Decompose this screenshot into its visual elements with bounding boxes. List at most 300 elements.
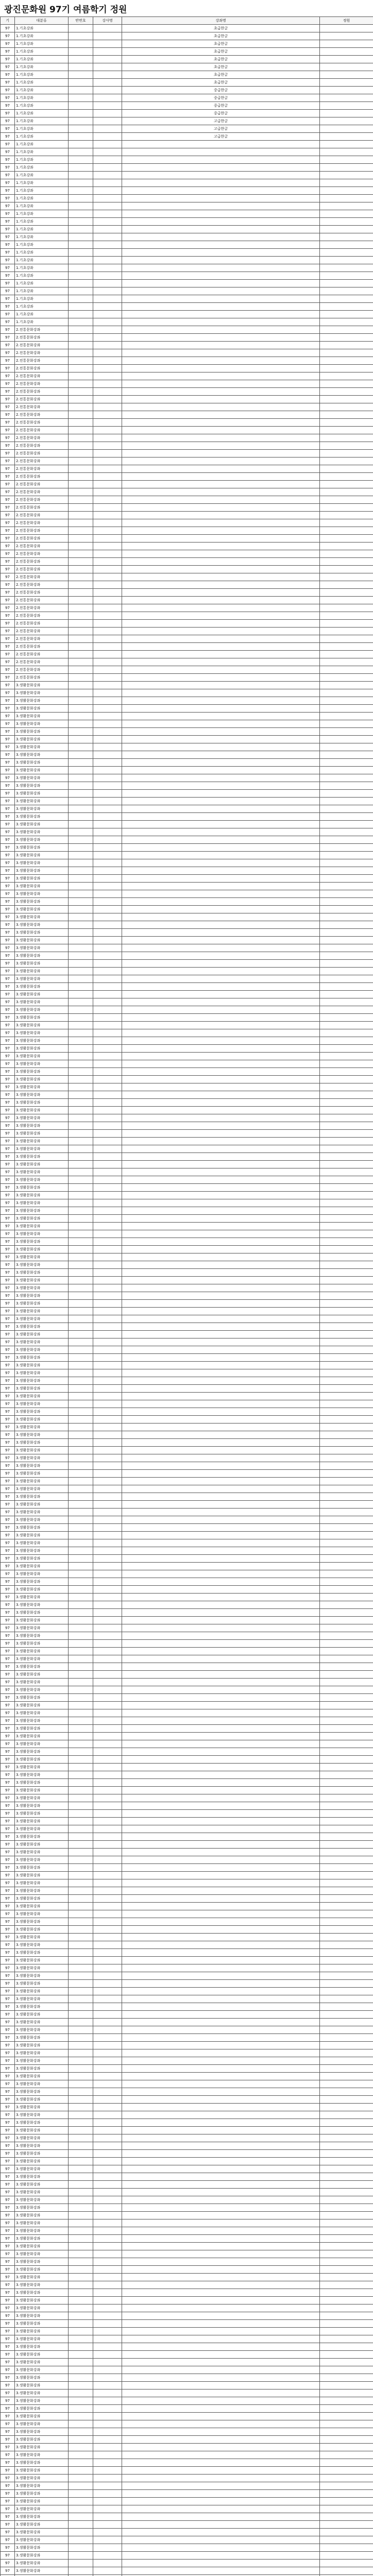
term-cell: 97	[1, 852, 15, 859]
category-cell: 3.생활문화강좌	[15, 1006, 69, 1014]
table-row	[1, 1756, 373, 1764]
term-cell: 97	[1, 543, 15, 550]
table-row	[1, 543, 373, 550]
category-cell: 3.생활문화강좌	[15, 859, 69, 867]
term-cell: 97	[1, 1393, 15, 1400]
course-name-cell	[122, 906, 320, 913]
capacity-cell	[320, 1423, 373, 1431]
table-row	[1, 71, 373, 79]
table-row	[1, 2073, 373, 2080]
capacity-cell	[320, 1849, 373, 1856]
instructor-cell	[93, 689, 122, 697]
class-number-cell	[69, 697, 93, 705]
table-row	[1, 365, 373, 372]
table-row	[1, 1856, 373, 1864]
course-name-cell	[122, 859, 320, 867]
capacity-cell	[320, 2243, 373, 2250]
class-number-cell	[69, 2266, 93, 2274]
instructor-cell	[93, 782, 122, 790]
course-name-cell	[122, 272, 320, 280]
table-row	[1, 1308, 373, 1315]
capacity-cell	[320, 2142, 373, 2150]
term-cell: 97	[1, 1300, 15, 1308]
capacity-cell	[320, 790, 373, 798]
category-cell: 3.생활문화강좌	[15, 1408, 69, 1416]
table-row	[1, 1794, 373, 1802]
course-name-cell	[122, 2127, 320, 2134]
course-name-cell	[122, 2173, 320, 2181]
instructor-cell	[93, 411, 122, 419]
category-cell: 2.전통문화강좌	[15, 457, 69, 465]
instructor-cell	[93, 1578, 122, 1586]
category-cell: 1.기초강좌	[15, 48, 69, 56]
capacity-cell	[320, 2459, 373, 2467]
capacity-cell	[320, 1470, 373, 1478]
table-row	[1, 1903, 373, 1910]
instructor-cell	[93, 1779, 122, 1787]
table-row	[1, 1107, 373, 1114]
class-number-cell	[69, 1972, 93, 1980]
category-cell: 1.기초강좌	[15, 210, 69, 218]
instructor-cell	[93, 2482, 122, 2490]
category-cell: 2.전통문화강좌	[15, 396, 69, 403]
category-cell: 1.기초강좌	[15, 32, 69, 40]
instructor-cell	[93, 597, 122, 604]
category-cell: 3.생활문화강좌	[15, 1980, 69, 1988]
table-row	[1, 1331, 373, 1338]
capacity-cell	[320, 1648, 373, 1655]
class-number-cell	[69, 1462, 93, 1470]
class-number-cell	[69, 2034, 93, 2042]
category-cell: 3.생활문화강좌	[15, 1068, 69, 1076]
capacity-cell	[320, 1269, 373, 1277]
table-row	[1, 2281, 373, 2289]
term-cell: 97	[1, 751, 15, 759]
table-row	[1, 937, 373, 944]
category-cell: 1.기초강좌	[15, 25, 69, 32]
term-cell: 97	[1, 125, 15, 133]
class-number-cell	[69, 2529, 93, 2536]
category-cell: 3.생활문화강좌	[15, 937, 69, 944]
instructor-cell	[93, 1493, 122, 1501]
instructor-cell	[93, 365, 122, 372]
instructor-cell	[93, 1199, 122, 1207]
instructor-cell	[93, 1601, 122, 1609]
course-name-cell	[122, 2335, 320, 2343]
category-cell: 2.전통문화강좌	[15, 643, 69, 651]
capacity-cell	[320, 975, 373, 983]
table-row	[1, 2150, 373, 2158]
category-cell: 3.생활문화강좌	[15, 1416, 69, 1423]
capacity-cell	[320, 2212, 373, 2219]
capacity-cell	[320, 651, 373, 658]
term-cell: 97	[1, 1872, 15, 1879]
table-row	[1, 396, 373, 403]
instructor-cell	[93, 2189, 122, 2196]
table-row	[1, 473, 373, 481]
instructor-cell	[93, 179, 122, 187]
category-cell: 3.생활문화강좌	[15, 813, 69, 821]
course-name-cell	[122, 1331, 320, 1338]
category-cell: 2.전통문화강좌	[15, 403, 69, 411]
table-row	[1, 2026, 373, 2034]
capacity-cell	[320, 1941, 373, 1949]
term-cell: 97	[1, 2281, 15, 2289]
category-cell: 3.생활문화강좌	[15, 1794, 69, 1802]
instructor-cell	[93, 1431, 122, 1439]
class-number-cell	[69, 890, 93, 898]
table-row	[1, 1964, 373, 1972]
capacity-cell	[320, 689, 373, 697]
course-name-cell: 초급한글	[122, 32, 320, 40]
table-row	[1, 1694, 373, 1702]
capacity-cell	[320, 2274, 373, 2281]
term-cell: 97	[1, 2405, 15, 2413]
instructor-cell	[93, 674, 122, 682]
table-row	[1, 257, 373, 264]
term-cell: 97	[1, 318, 15, 326]
term-cell: 97	[1, 226, 15, 233]
course-name-cell	[122, 658, 320, 666]
class-number-cell	[69, 1423, 93, 1431]
course-name-cell	[122, 172, 320, 179]
category-cell: 1.기초강좌	[15, 148, 69, 156]
course-name-cell	[122, 573, 320, 581]
term-cell: 97	[1, 79, 15, 87]
table-row	[1, 1532, 373, 1539]
term-cell: 97	[1, 1501, 15, 1509]
category-cell: 3.생활문화강좌	[15, 2413, 69, 2420]
category-cell: 3.생활문화강좌	[15, 968, 69, 975]
table-row	[1, 1771, 373, 1779]
class-number-cell	[69, 921, 93, 929]
class-number-cell	[69, 2328, 93, 2335]
instructor-cell	[93, 1972, 122, 1980]
table-row	[1, 983, 373, 991]
term-cell: 97	[1, 890, 15, 898]
class-number-cell	[69, 2011, 93, 2019]
class-number-cell	[69, 2428, 93, 2436]
class-number-cell	[69, 1926, 93, 1934]
class-number-cell	[69, 457, 93, 465]
class-number-cell	[69, 303, 93, 311]
capacity-cell	[320, 349, 373, 357]
course-name-cell	[122, 2490, 320, 2498]
class-number-cell	[69, 1864, 93, 1872]
term-cell: 97	[1, 512, 15, 519]
capacity-cell	[320, 859, 373, 867]
instructor-cell	[93, 844, 122, 852]
category-cell: 3.생활문화강좌	[15, 2428, 69, 2436]
course-name-cell	[122, 2343, 320, 2351]
instructor-cell	[93, 1323, 122, 1331]
capacity-cell	[320, 1184, 373, 1192]
category-cell: 3.생활문화강좌	[15, 1841, 69, 1849]
table-row	[1, 1478, 373, 1485]
table-row	[1, 1269, 373, 1277]
class-number-cell	[69, 1632, 93, 1640]
course-name-cell	[122, 921, 320, 929]
term-cell: 97	[1, 48, 15, 56]
capacity-cell	[320, 40, 373, 48]
class-number-cell	[69, 743, 93, 751]
capacity-cell	[320, 1068, 373, 1076]
instructor-cell	[93, 2219, 122, 2227]
category-cell: 3.생활문화강좌	[15, 1369, 69, 1377]
class-number-cell	[69, 2351, 93, 2359]
term-cell: 97	[1, 40, 15, 48]
course-name-cell	[122, 1632, 320, 1640]
class-number-cell	[69, 1083, 93, 1091]
table-row	[1, 1717, 373, 1725]
course-name-cell	[122, 1393, 320, 1400]
course-name-cell	[122, 1787, 320, 1794]
instructor-cell	[93, 32, 122, 40]
term-cell: 97	[1, 2243, 15, 2250]
class-number-cell	[69, 172, 93, 179]
category-cell: 3.생활문화강좌	[15, 821, 69, 828]
term-cell: 97	[1, 326, 15, 334]
capacity-cell	[320, 303, 373, 311]
table-row	[1, 890, 373, 898]
table-row	[1, 1980, 373, 1988]
table-row	[1, 1740, 373, 1748]
instructor-cell	[93, 1856, 122, 1864]
course-name-cell	[122, 465, 320, 473]
class-number-cell	[69, 1161, 93, 1168]
term-cell: 97	[1, 844, 15, 852]
class-number-cell	[69, 1091, 93, 1099]
term-cell: 97	[1, 2181, 15, 2189]
table-row	[1, 318, 373, 326]
instructor-cell	[93, 658, 122, 666]
course-name-cell: 고급한글	[122, 125, 320, 133]
table-row	[1, 666, 373, 674]
category-cell: 3.생활문화강좌	[15, 983, 69, 991]
instructor-cell	[93, 2467, 122, 2475]
course-name-cell	[122, 2111, 320, 2119]
table-row	[1, 1408, 373, 1416]
instructor-cell	[93, 921, 122, 929]
capacity-cell	[320, 566, 373, 573]
term-cell: 97	[1, 496, 15, 504]
category-cell: 2.전통문화강좌	[15, 365, 69, 372]
term-cell: 97	[1, 1215, 15, 1223]
course-name-cell	[122, 898, 320, 906]
term-cell: 97	[1, 1331, 15, 1338]
term-cell: 97	[1, 1416, 15, 1423]
header-cell: 대분류	[15, 17, 69, 25]
table-row	[1, 1555, 373, 1563]
table-row	[1, 419, 373, 427]
term-cell: 97	[1, 1107, 15, 1114]
course-name-cell	[122, 2096, 320, 2104]
category-cell: 3.생활문화강좌	[15, 2389, 69, 2397]
category-cell: 3.생활문화강좌	[15, 2351, 69, 2359]
course-name-cell	[122, 303, 320, 311]
course-name-cell	[122, 2011, 320, 2019]
table-row	[1, 1076, 373, 1083]
table-row	[1, 295, 373, 303]
term-cell: 97	[1, 821, 15, 828]
category-cell: 3.생활문화강좌	[15, 1230, 69, 1238]
header-cell: 강사명	[93, 17, 122, 25]
term-cell: 97	[1, 1323, 15, 1331]
table-row	[1, 1640, 373, 1648]
instructor-cell	[93, 349, 122, 357]
capacity-cell	[320, 1717, 373, 1725]
capacity-cell	[320, 1802, 373, 1810]
table-row	[1, 1802, 373, 1810]
instructor-cell	[93, 1107, 122, 1114]
instructor-cell	[93, 102, 122, 110]
instructor-cell	[93, 71, 122, 79]
instructor-cell	[93, 1114, 122, 1122]
category-cell: 3.생활문화강좌	[15, 1539, 69, 1547]
class-number-cell	[69, 1300, 93, 1308]
category-cell: 3.생활문화강좌	[15, 836, 69, 844]
course-name-cell	[122, 419, 320, 427]
instructor-cell	[93, 1416, 122, 1423]
capacity-cell	[320, 2019, 373, 2026]
capacity-cell	[320, 913, 373, 921]
term-cell: 97	[1, 427, 15, 434]
table-row	[1, 2552, 373, 2560]
class-number-cell	[69, 1825, 93, 1833]
category-cell: 3.생활문화강좌	[15, 1192, 69, 1199]
capacity-cell	[320, 1856, 373, 1864]
table-row	[1, 1161, 373, 1168]
capacity-cell	[320, 1485, 373, 1493]
capacity-cell	[320, 218, 373, 226]
category-cell: 3.생활문화강좌	[15, 1439, 69, 1447]
instructor-cell	[93, 233, 122, 241]
term-cell: 97	[1, 1686, 15, 1694]
instructor-cell	[93, 1872, 122, 1879]
capacity-cell	[320, 991, 373, 998]
term-cell: 97	[1, 991, 15, 998]
instructor-cell	[93, 280, 122, 287]
table-row	[1, 2521, 373, 2529]
instructor-cell	[93, 1184, 122, 1192]
capacity-cell	[320, 1300, 373, 1308]
instructor-cell	[93, 1864, 122, 1872]
capacity-cell	[320, 1261, 373, 1269]
course-name-cell	[122, 1130, 320, 1138]
instructor-cell	[93, 2544, 122, 2552]
instructor-cell	[93, 210, 122, 218]
instructor-cell	[93, 2150, 122, 2158]
course-name-cell	[122, 1114, 320, 1122]
course-name-cell	[122, 2382, 320, 2389]
table-row	[1, 798, 373, 805]
category-cell: 3.생활문화강좌	[15, 1454, 69, 1462]
instructor-cell	[93, 604, 122, 612]
category-cell: 3.생활문화강좌	[15, 2467, 69, 2475]
table-row	[1, 2134, 373, 2142]
class-number-cell	[69, 380, 93, 388]
term-cell: 97	[1, 148, 15, 156]
instructor-cell	[93, 311, 122, 318]
term-cell: 97	[1, 2351, 15, 2359]
course-name-cell	[122, 1756, 320, 1764]
instructor-cell	[93, 2227, 122, 2235]
instructor-cell	[93, 1485, 122, 1493]
capacity-cell	[320, 117, 373, 125]
class-number-cell	[69, 813, 93, 821]
category-cell: 3.생활문화강좌	[15, 1849, 69, 1856]
category-cell: 2.전통문화강좌	[15, 450, 69, 457]
class-number-cell	[69, 1253, 93, 1261]
class-number-cell	[69, 264, 93, 272]
instructor-cell	[93, 2119, 122, 2127]
course-name-cell	[122, 2158, 320, 2165]
instructor-cell	[93, 2490, 122, 2498]
class-number-cell	[69, 2173, 93, 2181]
term-cell: 97	[1, 2297, 15, 2304]
capacity-cell	[320, 125, 373, 133]
class-number-cell	[69, 1416, 93, 1423]
course-name-cell	[122, 1138, 320, 1145]
instructor-cell	[93, 372, 122, 380]
class-number-cell	[69, 543, 93, 550]
category-cell: 3.생활문화강좌	[15, 2529, 69, 2536]
category-cell: 3.생활문화강좌	[15, 1578, 69, 1586]
capacity-cell	[320, 1122, 373, 1130]
table-row	[1, 1601, 373, 1609]
instructor-cell	[93, 2096, 122, 2104]
term-cell: 97	[1, 573, 15, 581]
capacity-cell	[320, 2235, 373, 2243]
course-name-cell: 초급한글	[122, 48, 320, 56]
capacity-cell	[320, 2374, 373, 2382]
category-cell: 1.기초강좌	[15, 287, 69, 295]
capacity-cell	[320, 63, 373, 71]
capacity-cell	[320, 2003, 373, 2011]
term-cell: 97	[1, 1794, 15, 1802]
term-cell: 97	[1, 790, 15, 798]
category-cell: 3.생활문화강좌	[15, 1138, 69, 1145]
table-row	[1, 1825, 373, 1833]
category-cell: 3.생활문화강좌	[15, 875, 69, 883]
term-cell: 97	[1, 241, 15, 249]
term-cell: 97	[1, 620, 15, 628]
capacity-cell	[320, 890, 373, 898]
course-name-cell	[122, 1910, 320, 1918]
category-cell: 1.기초강좌	[15, 117, 69, 125]
course-name-cell	[122, 2289, 320, 2297]
class-number-cell	[69, 1995, 93, 2003]
table-row	[1, 2003, 373, 2011]
instructor-cell	[93, 465, 122, 473]
table-row	[1, 1447, 373, 1454]
instructor-cell	[93, 2567, 122, 2575]
capacity-cell	[320, 2104, 373, 2111]
course-name-cell	[122, 805, 320, 813]
table-row	[1, 1918, 373, 1926]
capacity-cell	[320, 257, 373, 264]
class-number-cell	[69, 2505, 93, 2513]
class-number-cell	[69, 2243, 93, 2250]
capacity-cell	[320, 403, 373, 411]
term-cell: 97	[1, 1091, 15, 1099]
instructor-cell	[93, 1555, 122, 1563]
category-cell: 3.생활문화강좌	[15, 1601, 69, 1609]
category-cell: 3.생활문화강좌	[15, 2544, 69, 2552]
instructor-cell	[93, 1122, 122, 1130]
instructor-cell	[93, 2428, 122, 2436]
term-cell: 97	[1, 172, 15, 179]
